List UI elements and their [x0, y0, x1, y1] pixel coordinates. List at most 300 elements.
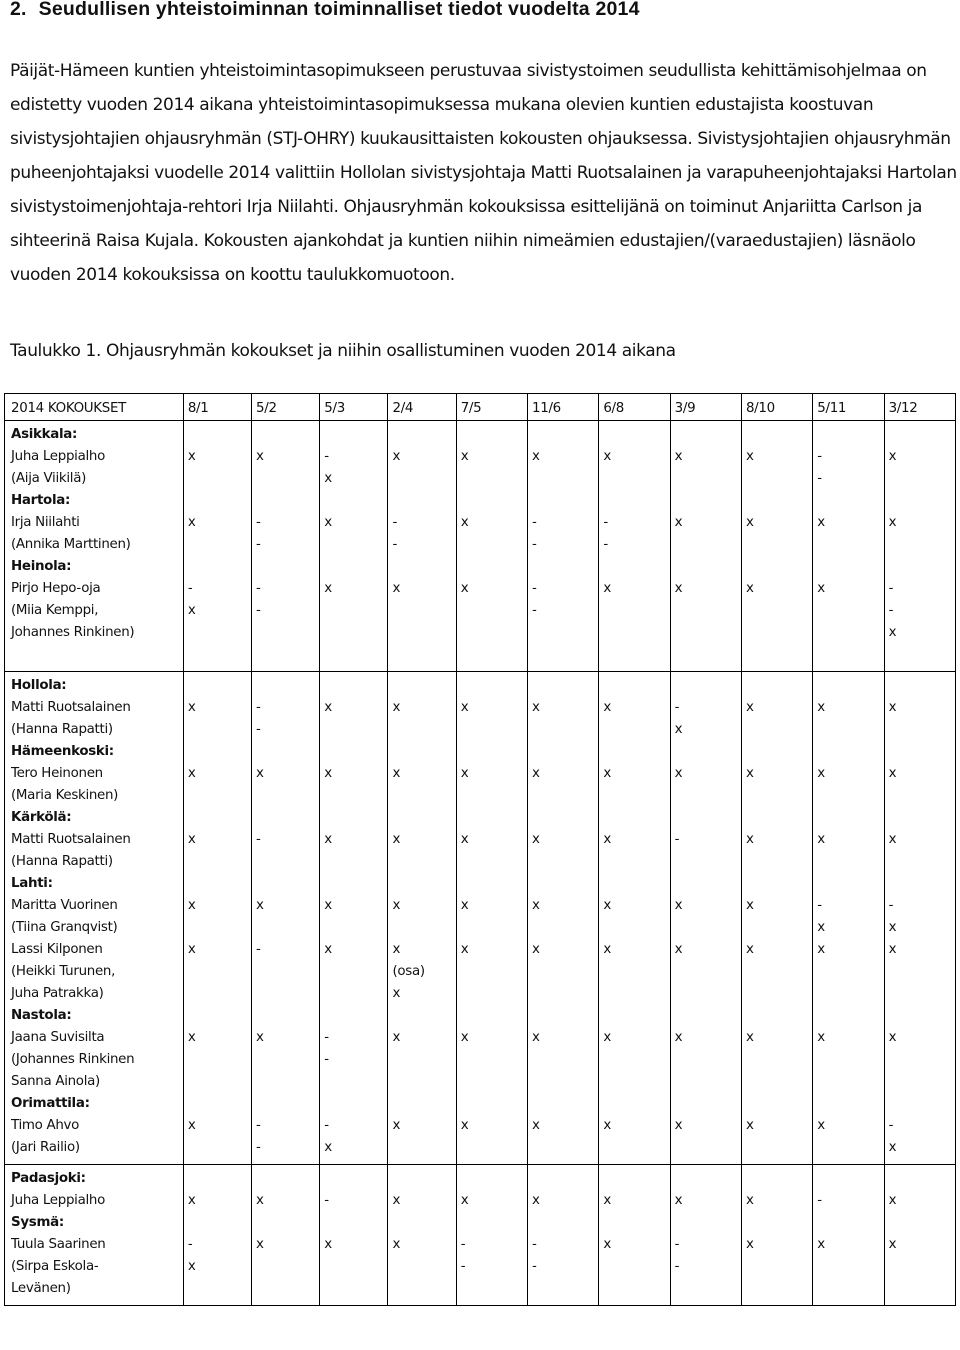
attendance-mark — [746, 600, 812, 622]
attendance-mark — [256, 917, 319, 939]
attendance-mark: x — [324, 898, 332, 913]
attendance-mark: x — [603, 1030, 611, 1045]
attendance-mark: x — [674, 722, 683, 737]
attendance-mark — [603, 1212, 669, 1234]
attendance-mark — [392, 785, 455, 807]
attendance-mark — [817, 1278, 883, 1300]
representative-name: Matti Ruotsalainen — [11, 832, 131, 847]
attendance-mark — [188, 424, 251, 446]
table-caption: Taulukko 1. Ohjausryhmän kokoukset ja niihin osallistuminen vuoden 2014 aikana — [10, 341, 676, 361]
attendance-mark — [256, 851, 319, 873]
attendance-mark: - — [392, 537, 398, 552]
attendance-cell — [388, 1165, 456, 1306]
attendance-mark: x — [392, 1030, 401, 1045]
attendance-mark: x — [888, 920, 897, 935]
attendance-mark: x — [460, 449, 469, 464]
attendance-mark: x — [324, 766, 332, 781]
attendance-mark — [461, 1212, 527, 1234]
attendance-mark — [817, 1005, 883, 1027]
attendance-mark: - — [460, 1237, 466, 1252]
attendance-mark — [188, 1278, 251, 1300]
attendance-cell — [528, 1165, 599, 1306]
attendance-mark — [675, 983, 741, 1005]
attendance-mark — [324, 961, 387, 983]
attendance-mark — [532, 622, 598, 644]
municipality-name: Sysmä: — [11, 1215, 64, 1230]
attendance-mark — [256, 1071, 319, 1093]
attendance-mark: x — [532, 449, 540, 464]
attendance-mark — [532, 1212, 598, 1234]
attendance-mark: x — [817, 832, 825, 847]
representative-name: (Sirpa Eskola- — [11, 1259, 99, 1274]
attendance-mark — [746, 741, 812, 763]
attendance-mark — [675, 1093, 741, 1115]
representative-name: (Hanna Rapatti) — [11, 854, 113, 869]
attendance-mark: - — [888, 898, 894, 913]
attendance-mark: - — [256, 603, 261, 618]
municipality-name: Nastola: — [11, 1008, 72, 1023]
attendance-mark — [461, 741, 527, 763]
attendance-mark — [256, 961, 319, 983]
attendance-mark — [461, 1278, 527, 1300]
attendance-mark — [603, 490, 669, 512]
attendance-mark: x — [187, 700, 196, 715]
attendance-cell — [813, 1165, 884, 1306]
attendance-mark — [461, 917, 527, 939]
attendance-mark — [817, 1071, 883, 1093]
attendance-mark: x — [460, 581, 469, 596]
date-cell: 3/12 — [884, 394, 955, 421]
attendance-mark — [603, 851, 669, 873]
attendance-mark — [532, 741, 598, 763]
attendance-mark — [675, 622, 741, 644]
attendance-mark — [532, 490, 598, 512]
attendance-mark — [532, 807, 598, 829]
attendance-cell — [599, 421, 670, 672]
representative-name: Irja Niilahti — [11, 515, 80, 530]
attendance-mark — [746, 719, 812, 741]
attendance-mark: x — [187, 603, 196, 618]
attendance-mark — [188, 644, 251, 666]
attendance-mark: - — [256, 537, 261, 552]
attendance-mark — [889, 468, 955, 490]
attendance-mark — [817, 490, 883, 512]
attendance-mark — [675, 1049, 741, 1071]
attendance-mark — [392, 1005, 455, 1027]
attendance-mark: x — [460, 1118, 469, 1133]
attendance-mark — [188, 851, 251, 873]
representative-name — [11, 644, 183, 666]
date-cell: 5/2 — [252, 394, 320, 421]
attendance-mark: x — [187, 1259, 196, 1274]
representative-name: (Hanna Rapatti) — [11, 722, 113, 737]
attendance-mark — [675, 1005, 741, 1027]
attendance-mark — [461, 851, 527, 873]
attendance-mark — [817, 1137, 883, 1159]
attendance-mark — [256, 424, 319, 446]
attendance-mark: x — [745, 898, 754, 913]
attendance-cell — [456, 421, 527, 672]
attendance-cell — [183, 672, 251, 1165]
attendance-mark: x — [460, 766, 469, 781]
attendance-cell — [388, 672, 456, 1165]
representative-name: (Johannes Rinkinen — [11, 1052, 135, 1067]
attendance-mark: x — [603, 1237, 611, 1252]
attendance-mark — [461, 424, 527, 446]
attendance-mark — [746, 424, 812, 446]
attendance-mark: - — [603, 515, 608, 530]
attendance-mark — [188, 490, 251, 512]
attendance-mark: x — [603, 942, 611, 957]
attendance-mark — [461, 675, 527, 697]
attendance-mark — [532, 675, 598, 697]
attendance-mark: x — [745, 581, 754, 596]
attendance-mark — [532, 785, 598, 807]
attendance-mark — [603, 622, 669, 644]
attendance-mark — [188, 741, 251, 763]
attendance-cell — [183, 1165, 251, 1306]
attendance-mark — [746, 1137, 812, 1159]
attendance-mark: x — [324, 581, 332, 596]
attendance-mark — [188, 1168, 251, 1190]
attendance-mark: x — [256, 1237, 264, 1252]
attendance-mark — [392, 600, 455, 622]
attendance-mark — [746, 1278, 812, 1300]
attendance-mark — [324, 424, 387, 446]
attendance-cell — [884, 421, 955, 672]
representative-name: Johannes Rinkinen) — [11, 625, 135, 640]
attendance-mark — [188, 1137, 251, 1159]
municipality-group-row — [5, 1165, 956, 1306]
attendance-mark — [675, 807, 741, 829]
attendance-mark — [532, 983, 598, 1005]
attendance-mark: x — [187, 898, 196, 913]
attendance-mark: x — [888, 1193, 897, 1208]
attendance-mark — [746, 556, 812, 578]
attendance-mark — [603, 1005, 669, 1027]
representative-name: (Heikki Turunen, — [11, 964, 116, 979]
attendance-mark — [532, 1137, 598, 1159]
attendance-mark: (osa) — [392, 964, 425, 979]
attendance-mark — [603, 644, 669, 666]
attendance-mark — [324, 851, 387, 873]
attendance-mark: x — [392, 832, 401, 847]
attendance-mark — [817, 983, 883, 1005]
attendance-cell — [456, 672, 527, 1165]
attendance-mark: - — [817, 898, 822, 913]
attendance-mark: - — [532, 1237, 537, 1252]
attendance-mark — [532, 961, 598, 983]
attendance-mark: x — [187, 515, 196, 530]
representative-name: (Miia Kemppi, — [11, 603, 99, 618]
attendance-mark: x — [888, 1030, 897, 1045]
attendance-mark — [461, 1071, 527, 1093]
representative-name: Sanna Ainola) — [11, 1074, 100, 1089]
attendance-mark: x — [324, 1140, 332, 1155]
attendance-mark: - — [888, 603, 894, 618]
attendance-mark: x — [460, 832, 469, 847]
attendance-mark: x — [187, 942, 196, 957]
attendance-mark: - — [817, 449, 822, 464]
attendance-mark — [746, 1093, 812, 1115]
attendance-mark: x — [817, 1030, 825, 1045]
attendance-mark — [817, 1168, 883, 1190]
attendance-mark: x — [324, 700, 332, 715]
attendance-mark: x — [817, 1118, 825, 1133]
attendance-mark — [392, 719, 455, 741]
attendance-mark — [603, 556, 669, 578]
attendance-cell — [884, 672, 955, 1165]
attendance-mark — [188, 1049, 251, 1071]
attendance-mark — [324, 600, 387, 622]
attendance-mark — [817, 719, 883, 741]
attendance-mark: x — [392, 1193, 401, 1208]
attendance-mark — [392, 873, 455, 895]
attendance-mark — [324, 534, 387, 556]
attendance-mark: x — [460, 898, 469, 913]
attendance-mark — [746, 675, 812, 697]
attendance-mark — [188, 1071, 251, 1093]
attendance-mark: x — [532, 766, 540, 781]
representative-name: Levänen) — [11, 1281, 71, 1296]
attendance-mark: x — [674, 515, 683, 530]
attendance-mark — [889, 675, 955, 697]
representative-name: Juha Patrakka) — [11, 986, 104, 1001]
attendance-mark — [746, 1212, 812, 1234]
representative-name: Timo Ahvo — [11, 1118, 80, 1133]
attendance-cell — [670, 1165, 741, 1306]
attendance-cell — [741, 1165, 812, 1306]
attendance-mark: x — [187, 766, 196, 781]
municipality-name: Hämeenkoski: — [11, 744, 114, 759]
attendance-mark — [392, 556, 455, 578]
attendance-mark — [392, 1256, 455, 1278]
attendance-mark — [889, 1256, 955, 1278]
attendance-mark: x — [256, 898, 264, 913]
municipality-name: Padasjoki: — [11, 1171, 86, 1186]
attendance-mark: - — [603, 537, 608, 552]
attendance-mark — [532, 556, 598, 578]
attendance-mark: x — [674, 449, 683, 464]
attendance-mark: x — [460, 942, 469, 957]
attendance-mark: - — [256, 722, 261, 737]
attendance-mark — [675, 741, 741, 763]
attendance-mark: x — [532, 700, 540, 715]
header-label-cell: 2014 KOKOUKSET — [5, 394, 184, 421]
attendance-mark — [746, 785, 812, 807]
attendance-cell — [813, 672, 884, 1165]
attendance-mark: - — [888, 1118, 894, 1133]
attendance-cell — [599, 1165, 670, 1306]
attendance-mark — [324, 1071, 387, 1093]
attendance-mark — [461, 534, 527, 556]
attendance-mark: x — [817, 515, 825, 530]
attendance-mark: - — [674, 832, 680, 847]
attendance-cell — [252, 672, 320, 1165]
attendance-mark — [532, 851, 598, 873]
attendance-mark: - — [392, 515, 398, 530]
attendance-mark: - — [817, 1193, 822, 1208]
attendance-mark: - — [324, 1030, 329, 1045]
municipality-name: Heinola: — [11, 559, 72, 574]
attendance-mark — [324, 1278, 387, 1300]
attendance-mark: - — [888, 581, 894, 596]
attendance-mark — [392, 622, 455, 644]
attendance-mark: x — [603, 766, 611, 781]
attendance-mark: x — [674, 1193, 683, 1208]
attendance-mark — [675, 961, 741, 983]
attendance-mark — [392, 1137, 455, 1159]
attendance-mark — [675, 873, 741, 895]
attendance-mark — [817, 741, 883, 763]
attendance-mark: x — [324, 942, 332, 957]
representative-name: Maritta Vuorinen — [11, 898, 118, 913]
attendance-mark: x — [324, 1237, 332, 1252]
attendance-mark: x — [603, 700, 611, 715]
attendance-mark — [603, 1168, 669, 1190]
meetings-table — [4, 393, 956, 1306]
attendance-mark: x — [392, 449, 401, 464]
attendance-mark: x — [532, 1118, 540, 1133]
representative-cell — [5, 421, 184, 672]
attendance-mark: - — [187, 1237, 193, 1252]
attendance-mark: x — [817, 766, 825, 781]
attendance-mark — [324, 917, 387, 939]
attendance-mark: x — [888, 832, 897, 847]
attendance-mark: - — [256, 515, 261, 530]
attendance-mark: x — [674, 1030, 683, 1045]
attendance-mark — [889, 534, 955, 556]
attendance-mark — [324, 741, 387, 763]
attendance-mark — [603, 424, 669, 446]
representative-name: Lassi Kilponen — [11, 942, 103, 957]
attendance-mark: x — [603, 449, 611, 464]
attendance-mark: x — [745, 515, 754, 530]
representative-name: (Tiina Granqvist) — [11, 920, 118, 935]
attendance-mark — [603, 675, 669, 697]
attendance-mark: x — [888, 625, 897, 640]
attendance-mark — [603, 785, 669, 807]
attendance-mark — [461, 1137, 527, 1159]
attendance-mark — [461, 961, 527, 983]
attendance-mark — [461, 600, 527, 622]
attendance-mark — [889, 741, 955, 763]
attendance-mark — [532, 719, 598, 741]
attendance-mark: x — [745, 942, 754, 957]
attendance-mark: x — [888, 1140, 897, 1155]
attendance-mark: x — [532, 898, 540, 913]
attendance-mark: - — [324, 449, 329, 464]
representative-name: (Maria Keskinen) — [11, 788, 119, 803]
attendance-mark — [817, 1256, 883, 1278]
attendance-mark: x — [745, 1237, 754, 1252]
attendance-mark: x — [603, 1193, 611, 1208]
attendance-mark: x — [745, 1193, 754, 1208]
attendance-mark: x — [256, 766, 264, 781]
attendance-mark — [675, 600, 741, 622]
attendance-mark — [324, 1005, 387, 1027]
attendance-mark: x — [460, 1193, 469, 1208]
date-cell: 8/1 — [183, 394, 251, 421]
attendance-mark: x — [888, 766, 897, 781]
attendance-mark — [532, 917, 598, 939]
attendance-mark — [889, 851, 955, 873]
attendance-mark: x — [745, 766, 754, 781]
attendance-mark: x — [888, 515, 897, 530]
attendance-mark: x — [817, 942, 825, 957]
attendance-mark: x — [256, 449, 264, 464]
attendance-mark — [817, 556, 883, 578]
attendance-mark — [188, 1005, 251, 1027]
attendance-mark — [188, 719, 251, 741]
attendance-mark — [817, 1212, 883, 1234]
attendance-mark: x — [603, 898, 611, 913]
attendance-mark — [675, 556, 741, 578]
date-cell: 8/10 — [741, 394, 812, 421]
date-cell: 5/3 — [320, 394, 388, 421]
attendance-mark — [889, 1049, 955, 1071]
representative-name: (Aija Viikilä) — [11, 471, 87, 486]
attendance-mark — [461, 785, 527, 807]
attendance-mark — [324, 719, 387, 741]
attendance-mark — [532, 1093, 598, 1115]
attendance-mark: x — [392, 942, 401, 957]
attendance-mark: x — [745, 1030, 754, 1045]
attendance-mark — [603, 1137, 669, 1159]
attendance-mark: x — [532, 1030, 540, 1045]
attendance-mark: - — [674, 1237, 680, 1252]
attendance-mark — [461, 873, 527, 895]
attendance-mark: x — [187, 832, 196, 847]
attendance-mark — [324, 1256, 387, 1278]
attendance-mark: x — [674, 766, 683, 781]
representative-name: (Annika Marttinen) — [11, 537, 131, 552]
attendance-mark: x — [745, 832, 754, 847]
attendance-mark — [188, 983, 251, 1005]
attendance-mark — [889, 490, 955, 512]
attendance-mark — [889, 873, 955, 895]
attendance-mark — [392, 1049, 455, 1071]
attendance-mark — [188, 468, 251, 490]
attendance-mark — [532, 1005, 598, 1027]
attendance-mark — [889, 983, 955, 1005]
attendance-mark — [817, 807, 883, 829]
attendance-mark — [746, 1005, 812, 1027]
attendance-mark: x — [817, 1237, 825, 1252]
attendance-mark — [603, 807, 669, 829]
attendance-mark — [603, 1093, 669, 1115]
attendance-mark: - — [256, 942, 261, 957]
attendance-mark — [188, 1212, 251, 1234]
attendance-mark: x — [745, 700, 754, 715]
attendance-mark — [889, 1212, 955, 1234]
attendance-mark — [603, 600, 669, 622]
attendance-mark — [889, 1005, 955, 1027]
attendance-mark — [746, 873, 812, 895]
date-cell: 6/8 — [599, 394, 670, 421]
attendance-mark — [392, 917, 455, 939]
attendance-mark — [256, 644, 319, 666]
attendance-mark — [746, 983, 812, 1005]
attendance-mark — [188, 622, 251, 644]
attendance-mark: x — [392, 700, 401, 715]
attendance-mark — [324, 490, 387, 512]
attendance-cell — [320, 421, 388, 672]
attendance-mark — [461, 468, 527, 490]
attendance-mark: - — [674, 700, 680, 715]
attendance-mark — [675, 1137, 741, 1159]
attendance-mark — [324, 983, 387, 1005]
